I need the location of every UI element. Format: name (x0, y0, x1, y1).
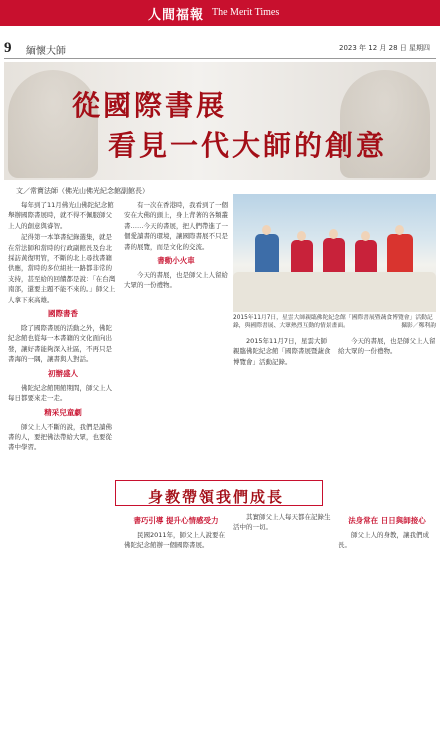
bottom-right-column-b (338, 512, 436, 722)
header-rule (4, 58, 436, 59)
person-head (361, 231, 370, 241)
bottom-right-column-a (233, 512, 333, 722)
paragraph: 今天的書展，也是師父上人留給大眾的一份禮物。 (338, 337, 436, 356)
paragraph: 除了國際書展的活動之外，佛陀紀念館也從每一本書籍的文化面向出發，讓好書能夠深入社區，不再只是書海的一隅，讓書與人對話。 (8, 324, 112, 364)
headline-line-2: 看見一代大師的創意 (108, 129, 388, 162)
section-heading: 書動小火車 (157, 256, 195, 266)
photo-credit: 攝影／鄭利韵 (401, 323, 436, 329)
person-head (395, 225, 404, 235)
right-column-upper (233, 336, 333, 476)
masthead (0, 0, 440, 26)
person-head (262, 225, 271, 235)
paragraph: 師父上人不斷的說，我們是讀佛書的人，要把佛法帶給大眾，也要從書中學習。 (8, 422, 112, 452)
paragraph: 民國2011年，師父上人說要在佛陀紀念館辦一個國際書展。 (124, 531, 226, 550)
person-head (297, 231, 306, 241)
paragraph: 師父上人的身教，讓我們成長。 (338, 531, 429, 550)
paragraph: 記得第一本筆書紀錄選集，就是在常法師和當時的行政副館長及台北採訪黃復明管，不斷的北上尋找書籍供應，當時的多位組社一路都非常的支持，甚至給的回饋都是說：「在台灣南部，還要主題不能不來的。」師父上人拿下來高雄。 (8, 233, 116, 304)
right-column-upper-2 (338, 336, 436, 476)
paragraph: 2015年11月7日，星雲大師親臨佛陀紀念館「國際書展暨蔬食博覽會」活動記錄。 (233, 337, 331, 366)
paragraph: 佛陀紀念館開館期間，師父上人每日都要來走一走。 (8, 383, 112, 403)
publication-date: 2023 年 12 月 28 日 星期四 (339, 44, 430, 52)
section-heading: 國際書香 (48, 309, 78, 319)
section-heading: 書巧引導 提升心情感受力 (133, 516, 219, 525)
masthead-logo-english: The Merit Times (212, 7, 280, 18)
page-bar (0, 40, 440, 60)
masthead-logo: 人間福報 (148, 8, 205, 23)
section-heading: 初辦盛人 (48, 368, 78, 378)
section-heading: 精采兒童劇 (44, 407, 82, 417)
paragraph: 每年到了11月佛光山佛陀紀念館舉辦國際書展時，就不得不佩服師父上人的創意與睿智。 (8, 201, 114, 230)
left-column (8, 200, 118, 700)
column-name: 緬懷大師 (26, 46, 66, 57)
middle-column (124, 200, 228, 475)
byline: 文／常寶法師（佛光山佛光紀念館副館長） (16, 187, 149, 195)
person-head (329, 229, 338, 239)
paragraph: 有一次在香港時，我看到了一個安在大佛的頭上，身上背著的各類叢書……今天的書展，把人們帶進了一個愛讀書的環境，讓國際書展不只是書的展覽，而是文化的交流。 (124, 201, 228, 251)
section-heading: 法身常在 日日與師接心 (348, 516, 426, 525)
photo-caption (233, 314, 436, 330)
display-table (233, 272, 436, 312)
caption-text: 2015年11月7日，星雲大師親臨佛陀紀念館「國際書展暨蔬食博覽會」活動記錄，與國際書展、大眾熱烈互動的情景畫面。 (233, 315, 433, 329)
paragraph: 其實師父上人每天都在記錄生活中的一切。 (233, 513, 331, 532)
page-number: 9 (4, 40, 12, 56)
mid-headline: 身教帶領我們成長 (148, 488, 285, 506)
headline-line-1: 從國際書展 (72, 89, 228, 122)
bottom-middle-column (124, 512, 228, 722)
paragraph: 今天的書展，也是師父上人留給大眾的一份禮物。 (124, 271, 228, 290)
event-photo (233, 194, 436, 312)
